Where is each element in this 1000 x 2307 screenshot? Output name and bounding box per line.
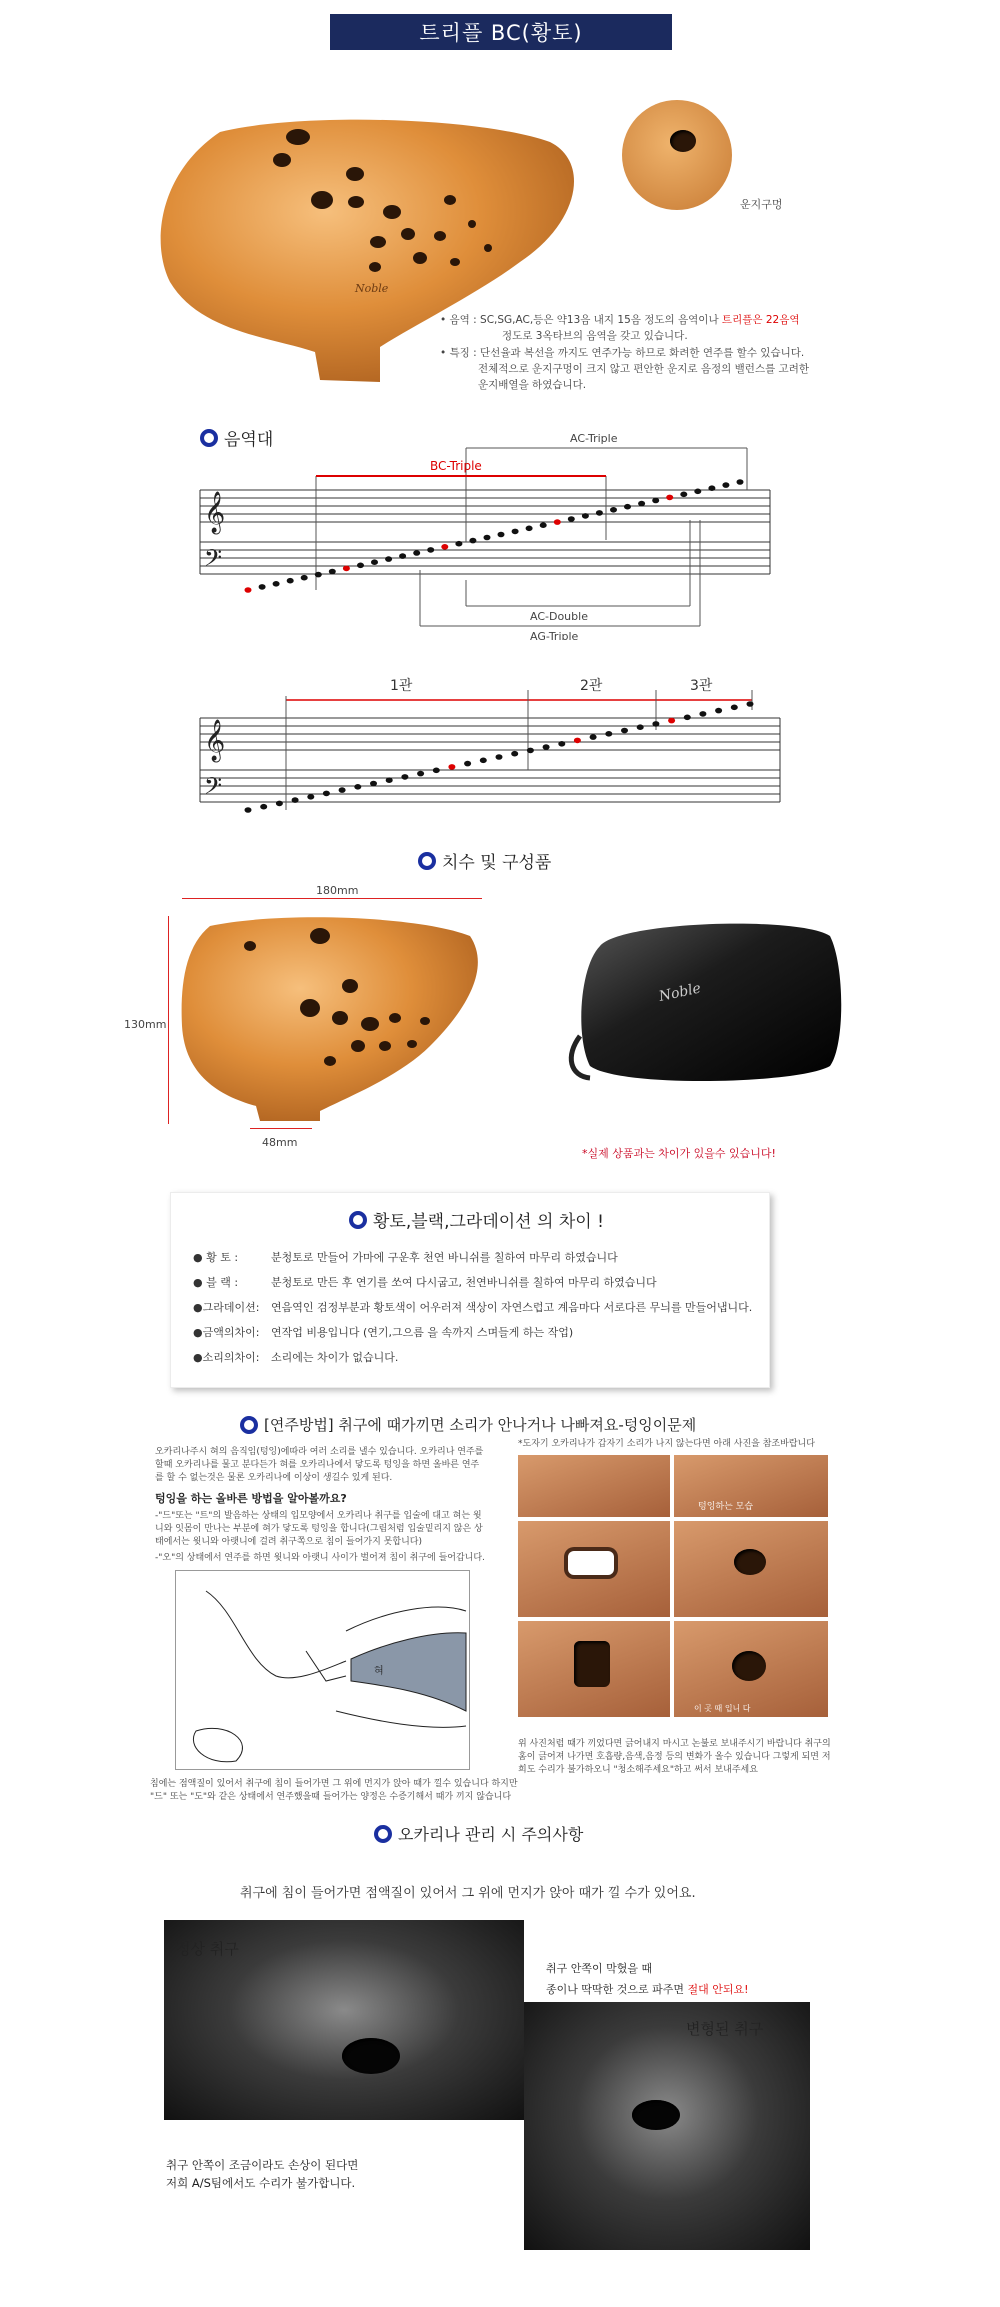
dimension-width-label: 180mm <box>316 884 359 897</box>
svg-text:𝄞: 𝄞 <box>204 492 226 533</box>
note-mark <box>417 771 424 777</box>
note-mark <box>540 522 547 528</box>
note-mark <box>568 516 575 522</box>
mouthpiece-hole-icon <box>632 2100 680 2130</box>
blowing-heading <box>240 1414 696 1435</box>
photo-hole-2 <box>674 1521 828 1617</box>
chamber1-label: 1관 <box>390 678 413 694</box>
hole-icon <box>732 1651 766 1681</box>
differences-list <box>193 1249 763 1374</box>
care-bottom-line2: 저희 A/S팀에서도 수리가 불가합니다. <box>166 2176 356 2191</box>
note-mark <box>610 507 617 513</box>
note-mark <box>323 791 330 797</box>
hole-icon <box>574 1641 610 1687</box>
range-staff-diagram <box>190 430 790 640</box>
spec-feature-line1: • 특징 : 단선율과 복선을 까지도 연주가능 하므로 화려한 연주를 할수 있습니다. <box>440 346 805 359</box>
differences-row: ●금액의차이: 연작업 비용입니다 (연기,그으름 을 속까지 스며들게 하는 작업) <box>193 1326 574 1339</box>
hole-label: 운지구멍 <box>740 198 783 211</box>
note-mark <box>699 711 706 717</box>
svg-text:AC-Double: AC-Double <box>530 610 588 623</box>
note-mark <box>496 754 503 760</box>
differences-row: ● 황 토 : 분청토로 만들어 가마에 구운후 천연 바니쉬를 칠하여 마무리 하였습니다 <box>193 1251 618 1264</box>
svg-text:2관: 2관 <box>580 678 603 694</box>
note-mark <box>276 801 283 807</box>
note-mark <box>292 797 299 803</box>
photo-hole-1 <box>518 1521 670 1617</box>
note-mark <box>512 529 519 535</box>
note-mark <box>652 498 659 504</box>
note-mark <box>708 485 715 491</box>
note-mark <box>386 777 393 783</box>
note-mark <box>527 748 534 754</box>
range-heading-text: 음역대 <box>224 430 274 450</box>
care-warning-red: 절대 안되요! <box>687 1983 749 1997</box>
svg-text:𝄢: 𝄢 <box>204 544 223 577</box>
note-mark <box>624 504 631 510</box>
note-mark <box>329 569 336 575</box>
note-mark <box>638 501 645 507</box>
blowing-question: 텅잉을 하는 올바른 방법을 알아볼까요? <box>155 1492 347 1505</box>
hole-icon <box>734 1549 766 1575</box>
note-mark <box>385 556 392 562</box>
note-mark <box>469 538 476 544</box>
note-mark <box>715 708 722 714</box>
care-heading-text: 오카리나 관리 시 주의사항 <box>398 1825 584 1844</box>
spec-range-prefix: • 음역 : SC,SG,AC,등은 약13음 내지 15음 정도의 음역이나 <box>440 314 722 326</box>
note-mark <box>554 519 561 525</box>
care-warning-line2: 종이나 딱딱한 것으로 파주면 <box>546 1983 688 1997</box>
note-mark <box>498 532 505 538</box>
note-mark <box>259 584 266 590</box>
note-mark <box>582 513 589 519</box>
note-mark <box>511 751 518 757</box>
blowing-intro: 오카리나주시 혀의 음직임(텅잉)에따라 여러 소리를 낼수 있습니다. 오카리나 연주를 할때 오카리나를 물고 분다든가 혀를 오카리나에서 닿도록 텅잉을 하면 올바른 연주를 할 수 없는것은 물론 오카리나에 이상이 생길수 있게 된다. <box>155 1447 484 1484</box>
product-difference-note: *실제 상품과는 차이가 있을수 있습니다! <box>582 1147 776 1160</box>
spec-range-red: 트리플은 22음역 <box>721 314 800 326</box>
note-mark <box>245 807 252 813</box>
ring-icon <box>374 1825 392 1843</box>
note-mark <box>401 774 408 780</box>
note-mark <box>448 764 455 770</box>
note-mark <box>357 563 364 569</box>
normal-mouthpiece-label: 정상 취구 <box>176 1940 239 1958</box>
note-mark <box>590 734 597 740</box>
note-mark <box>605 731 612 737</box>
blowing-point2: -"오"의 상태에서 연주를 하면 윗니와 아랫니 사이가 벌어져 침이 취구에 들어갑니다. <box>155 1553 485 1563</box>
note-mark <box>455 541 462 547</box>
differences-row: ●소리의차이: 소리에는 차이가 없습니다. <box>193 1351 399 1364</box>
ocarina-side-image <box>180 906 490 1126</box>
dimensions-heading-text: 치수 및 구성품 <box>442 853 552 873</box>
blowing-point1: -"드"또는 "트"의 발음하는 상태의 입모양에서 오카리나 취구를 입술에 대고 혀는 윗니와 잇몸이 만나는 부분에 혀가 닿도록 텅잉을 합니다(그림처럼 입술밑리지 않은 상태에서는 윗니와 아랫니에 걸려 취구쪽으로 침이 들어가지 못합니다) <box>155 1511 483 1548</box>
care-intro: 취구에 침이 들어가면 점액질이 있어서 그 위에 먼지가 앉아 때가 낄 수가 있어요. <box>240 1886 696 1901</box>
note-mark <box>668 718 675 724</box>
hole-icon <box>568 1551 614 1575</box>
care-warning-line1: 취구 안쪽이 막혔을 때 <box>546 1962 653 1975</box>
note-mark <box>464 761 471 767</box>
note-mark <box>526 526 533 532</box>
blowing-footer: 침에는 점액질이 있어서 취구에 침이 들어가면 그 위에 먼지가 앉아 때가 낄수 있습니다 하지만 "드" 또는 "도"와 같은 상태에서 연주했을때 들어가는 양정은 수증기해서 때가 끼지 않습니다 <box>150 1779 518 1803</box>
note-mark <box>343 566 350 572</box>
spec-feature-line2: 전체적으로 운지구멍이 크지 않고 편안한 운지로 음정의 밸런스를 고려한 <box>478 362 809 375</box>
care-bottom-line1: 취구 안쪽이 조금이라도 손상이 된다면 <box>166 2158 359 2172</box>
svg-text:𝄢: 𝄢 <box>204 772 223 805</box>
dimensions-heading <box>418 848 551 873</box>
note-mark <box>737 479 744 485</box>
ac-triple-label: AC-Triple <box>570 432 618 445</box>
note-mark <box>427 547 434 553</box>
svg-text:Noble: Noble <box>657 980 703 1005</box>
note-mark <box>413 550 420 556</box>
note-mark <box>354 784 361 790</box>
note-mark <box>558 741 565 747</box>
carrying-case-image <box>560 906 850 1096</box>
spec-text <box>440 312 960 393</box>
note-mark <box>370 781 377 787</box>
note-mark <box>684 715 691 721</box>
note-mark <box>621 728 628 734</box>
differences-row: ● 블 랙 : 분청토로 만든 후 연기를 쏘여 다시굽고, 천연바니쉬를 칠하여 마무리 하였습니다 <box>193 1276 657 1289</box>
note-mark <box>574 738 581 744</box>
note-mark <box>339 787 346 793</box>
photo-hole-3 <box>518 1621 670 1717</box>
note-mark <box>260 804 267 810</box>
note-mark <box>287 578 294 584</box>
care-heading <box>374 1822 583 1845</box>
svg-text:AG-Triple: AG-Triple <box>530 630 579 640</box>
note-mark <box>433 768 440 774</box>
spec-range-line2: 정도로 3옥타브의 음역을 갖고 있습니다. <box>502 330 688 343</box>
photo-caption-1: 텅잉하는 모습 <box>698 1502 754 1512</box>
tongue-label: 혀 <box>374 1666 384 1677</box>
tonguing-photos <box>518 1455 828 1720</box>
note-mark <box>543 744 550 750</box>
differences-heading <box>349 1207 604 1232</box>
right-footer: 위 사진처럼 때가 끼었다면 긁어내지 마시고 논불로 보내주시기 바랍니다 취구의 홈이 긁어져 나가면 호흡량,음색,음정 등의 변화가 올수 있습니다 그렇게 되면 저희도 수리가 불가하오니 "청소해주세요"하고 써서 보내주세요 <box>518 1739 831 1776</box>
dimension-height-line <box>168 916 169 1124</box>
deformed-mouthpiece-photo <box>524 2002 810 2250</box>
note-mark <box>731 705 738 711</box>
svg-text:𝄞: 𝄞 <box>204 720 226 761</box>
note-mark <box>245 587 252 593</box>
note-mark <box>637 724 644 730</box>
svg-text:3관: 3관 <box>690 678 713 694</box>
note-mark <box>441 544 448 550</box>
ring-icon <box>418 852 436 870</box>
note-mark <box>273 581 280 587</box>
deformed-mouthpiece-label: 변형된 취구 <box>686 2020 764 2038</box>
page-title: 트리플 BC(황토) <box>330 14 672 50</box>
tonguing-diagram <box>175 1570 470 1770</box>
care-warning <box>546 1960 749 1998</box>
hole-icon <box>670 130 696 152</box>
note-mark <box>680 492 687 498</box>
note-mark <box>301 575 308 581</box>
note-mark <box>694 489 701 495</box>
differences-panel <box>170 1192 770 1388</box>
note-mark <box>371 559 378 565</box>
note-mark <box>307 794 314 800</box>
ring-icon <box>240 1416 258 1434</box>
right-top-note: *도자기 오카리나가 갑자기 소리가 나지 않는다면 아래 사진을 참조바랍니다 <box>518 1439 815 1449</box>
mouthpiece-hole-icon <box>342 2038 400 2074</box>
note-mark <box>747 701 754 707</box>
care-bottom-text <box>166 2156 358 2193</box>
note-mark <box>596 510 603 516</box>
dimension-mouth-label: 48mm <box>262 1136 298 1149</box>
note-mark <box>652 721 659 727</box>
chamber-staff-diagram <box>190 660 790 820</box>
spec-feature-line3: 운지배열을 하였습니다. <box>478 379 587 392</box>
dimension-height-label: 130mm <box>124 1018 167 1031</box>
ring-icon <box>349 1211 367 1229</box>
photo-caption-2: 이 곳 때 입니 다 <box>694 1704 751 1713</box>
svg-text:BC-Triple: BC-Triple <box>430 459 482 473</box>
svg-text:Noble: Noble <box>355 282 389 295</box>
note-mark <box>480 758 487 764</box>
note-mark <box>399 553 406 559</box>
hole-zoom-circle <box>622 100 732 210</box>
differences-heading-text: 황토,블랙,그라데이션 의 차이 ! <box>373 1212 604 1232</box>
note-mark <box>666 495 673 501</box>
photo-blowing-1 <box>518 1455 670 1517</box>
note-mark <box>315 572 322 578</box>
dimension-mouth-line <box>250 1128 312 1129</box>
blowing-heading-text: [연주방법] 취구에 때가끼면 소리가 안나거나 나빠져요-텅잉이문제 <box>264 1416 697 1434</box>
note-mark <box>484 535 491 541</box>
differences-row: ●그라데이션: 연음역인 검정부분과 황토색이 어우러져 색상이 자연스럽고 계음마다 서로다른 무늬를 만들어냅니다. <box>193 1301 753 1314</box>
note-mark <box>722 482 729 488</box>
